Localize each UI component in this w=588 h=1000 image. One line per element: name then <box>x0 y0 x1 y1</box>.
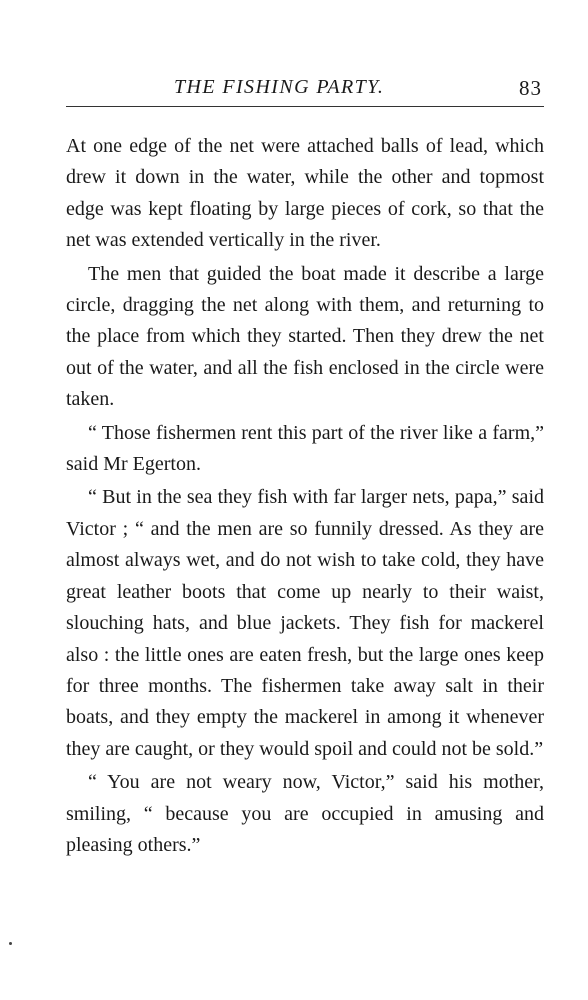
header-rule <box>66 106 544 107</box>
paragraph-mr-egerton: “ Those fishermen rent this part of the river like a farm,” said Mr Egerton. <box>66 421 544 476</box>
paragraph-net-description: At one edge of the net were attached balls of lead, which drew it down in the water, while the other and topmost edge was kept floating by large pieces of cork, so that the net was extended vertically in the river. <box>66 135 544 252</box>
paragraph-mother-reply: “ You are not weary now, Victor,” said his mother, smiling, “ because you are occupied in amusing and pleasing others.” <box>66 771 544 856</box>
body-text <box>66 131 544 863</box>
running-title: THE FISHING PARTY. <box>174 76 385 98</box>
running-head <box>66 72 544 106</box>
paragraph-victor-sea-fishing: “ But in the sea they fish with far larger nets, papa,” said Victor ; “ and the men are so funnily dressed. As they are almost always wet, and do not wish to take cold, they have great leather boots that come up nearly to their waist, slouching hats, and blue jackets. They fish for mackerel also : the little ones are eaten fresh, but the large ones keep for three months. The fishermen take away salt in their boats, and they empty the mackerel in among it whenever they are caught, or they would spoil and could not be sold.” <box>66 486 544 760</box>
page-number: 83 <box>519 76 542 100</box>
paragraph-boat-circle: The men that guided the boat made it describe a large circle, dragging the net along with them, and returning to the place from which they started. Then they drew the net out of the water, and all the fish enclosed in the circle were taken. <box>66 262 544 411</box>
paper-speck <box>9 942 12 945</box>
